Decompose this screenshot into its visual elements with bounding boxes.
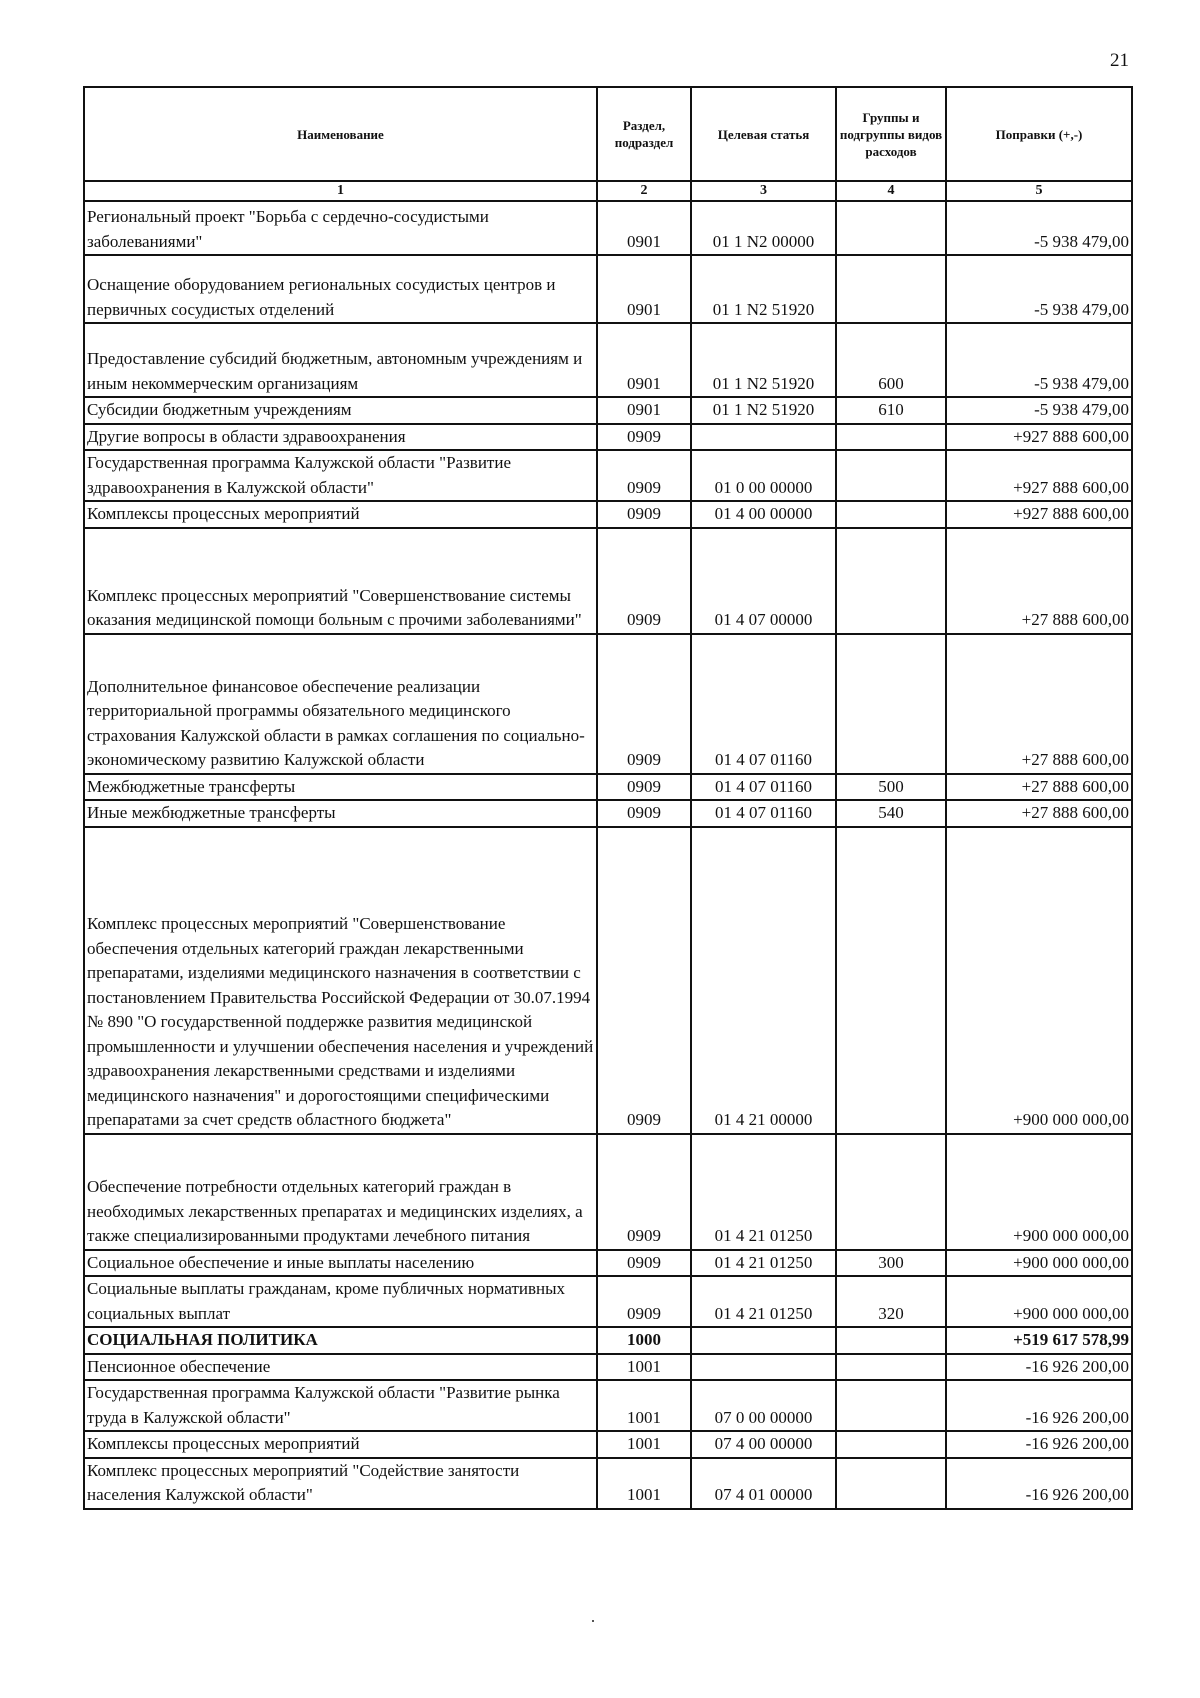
row-name: Социальные выплаты гражданам, кроме публичных нормативных социальных выплат [84,1276,597,1327]
row-section: 0901 [597,255,691,323]
header-target: Целевая статья [691,87,836,181]
row-group [836,1380,946,1431]
table-row [84,1354,1132,1381]
table-row [84,800,1132,827]
row-target: 01 1 N2 00000 [691,201,836,255]
row-target: 01 1 N2 51920 [691,255,836,323]
row-target [691,424,836,451]
row-amount: +27 888 600,00 [946,634,1132,774]
row-name: Комплекс процессных мероприятий "Совершенствование обеспечения отдельных категорий граждан лекарственными препаратами, изделиями медицинского назначения в соответствии с постановлением Правительства Российской Федерации от 30.07.1994 № 890 "О государственной поддержке развития медицинской промышленности и улучшении обеспечения населения и учреждений здравоохранения лекарственными средствами и изделиями медицинского назначения" и дорогостоящими специфическими препаратами за счет средств областного бюджета" [84,827,597,1134]
row-group [836,501,946,528]
row-amount: +927 888 600,00 [946,424,1132,451]
row-group [836,634,946,774]
table-row [84,1250,1132,1277]
row-name: Региональный проект "Борьба с сердечно-сосудистыми заболеваниями" [84,201,597,255]
table-row [84,424,1132,451]
page-number: 21 [1110,50,1129,71]
table-row [84,255,1132,323]
row-target: 01 4 21 00000 [691,827,836,1134]
row-group [836,827,946,1134]
row-name: Пенсионное обеспечение [84,1354,597,1381]
row-target: 01 4 21 01250 [691,1134,836,1250]
row-group [836,201,946,255]
table-row [84,774,1132,801]
row-group [836,528,946,634]
row-name: Комплексы процессных мероприятий [84,1431,597,1458]
column-numbers-row [84,181,1132,201]
row-group: 300 [836,1250,946,1277]
table-row [84,1458,1132,1509]
row-section: 0909 [597,800,691,827]
table-row [84,323,1132,397]
column-number: 4 [836,181,946,201]
row-amount: +27 888 600,00 [946,800,1132,827]
row-amount: -16 926 200,00 [946,1458,1132,1509]
row-target: 01 4 21 01250 [691,1250,836,1277]
table-row [84,1431,1132,1458]
row-group [836,1431,946,1458]
row-target: 01 4 07 00000 [691,528,836,634]
row-section: 0909 [597,528,691,634]
row-amount: -5 938 479,00 [946,201,1132,255]
row-target: 01 4 00 00000 [691,501,836,528]
row-name: Иные межбюджетные трансферты [84,800,597,827]
row-amount: +27 888 600,00 [946,528,1132,634]
row-target [691,1327,836,1354]
row-target: 01 4 07 01160 [691,634,836,774]
table-row [84,501,1132,528]
row-section: 1001 [597,1431,691,1458]
column-number: 5 [946,181,1132,201]
row-name: Оснащение оборудованием региональных сосудистых центров и первичных сосудистых отделений [84,255,597,323]
row-group [836,1134,946,1250]
row-name: Комплекс процессных мероприятий "Совершенствование системы оказания медицинской помощи больным с прочими заболеваниями" [84,528,597,634]
table-row [84,450,1132,501]
row-amount: +900 000 000,00 [946,1276,1132,1327]
row-amount: +27 888 600,00 [946,774,1132,801]
table-header-row [84,87,1132,181]
row-target: 07 4 00 00000 [691,1431,836,1458]
row-section: 0909 [597,1134,691,1250]
row-name: Государственная программа Калужской области "Развитие рынка труда в Калужской области" [84,1380,597,1431]
row-group: 500 [836,774,946,801]
row-target [691,1354,836,1381]
row-amount: -5 938 479,00 [946,397,1132,424]
row-section: 1001 [597,1354,691,1381]
header-groups: Группы и подгруппы видов расходов [836,87,946,181]
row-group [836,1458,946,1509]
row-amount: -16 926 200,00 [946,1354,1132,1381]
table-row [84,1276,1132,1327]
table-row [84,1134,1132,1250]
row-name: Межбюджетные трансферты [84,774,597,801]
row-target: 01 1 N2 51920 [691,323,836,397]
row-section: 0901 [597,201,691,255]
row-group [836,255,946,323]
row-section: 1001 [597,1380,691,1431]
row-target: 01 4 21 01250 [691,1276,836,1327]
row-name: Предоставление субсидий бюджетным, автономным учреждениям и иным некоммерческим организациям [84,323,597,397]
column-number: 3 [691,181,836,201]
table-row [84,634,1132,774]
row-group [836,450,946,501]
row-target: 01 0 00 00000 [691,450,836,501]
row-section: 0909 [597,774,691,801]
row-amount: +900 000 000,00 [946,1134,1132,1250]
header-section: Раздел, подраздел [597,87,691,181]
row-amount: -5 938 479,00 [946,323,1132,397]
row-amount: -16 926 200,00 [946,1431,1132,1458]
table-row [84,201,1132,255]
row-name: Другие вопросы в области здравоохранения [84,424,597,451]
row-name: Комплекс процессных мероприятий "Содействие занятости населения Калужской области" [84,1458,597,1509]
row-group: 540 [836,800,946,827]
row-amount: +900 000 000,00 [946,1250,1132,1277]
row-section: 0901 [597,323,691,397]
budget-amendments-table [83,86,1133,1510]
row-group [836,424,946,451]
row-section: 1000 [597,1327,691,1354]
row-amount: +927 888 600,00 [946,501,1132,528]
row-amount: +927 888 600,00 [946,450,1132,501]
row-name: Субсидии бюджетным учреждениям [84,397,597,424]
row-name: СОЦИАЛЬНАЯ ПОЛИТИКА [84,1327,597,1354]
table-row [84,1327,1132,1354]
table-row [84,528,1132,634]
column-number: 2 [597,181,691,201]
row-name: Социальное обеспечение и иные выплаты населению [84,1250,597,1277]
header-name: Наименование [84,87,597,181]
row-section: 0909 [597,1250,691,1277]
row-section: 0909 [597,1276,691,1327]
row-amount: +519 617 578,99 [946,1327,1132,1354]
row-group: 610 [836,397,946,424]
row-target: 07 0 00 00000 [691,1380,836,1431]
row-amount: +900 000 000,00 [946,827,1132,1134]
row-name: Обеспечение потребности отдельных категорий граждан в необходимых лекарственных препаратах и медицинских изделиях, а также специализированными продуктами лечебного питания [84,1134,597,1250]
row-name: Государственная программа Калужской области "Развитие здравоохранения в Калужской области" [84,450,597,501]
column-number: 1 [84,181,597,201]
scan-speck [592,1620,594,1622]
row-group [836,1354,946,1381]
row-group [836,1327,946,1354]
row-section: 0909 [597,501,691,528]
row-amount: -16 926 200,00 [946,1380,1132,1431]
row-section: 0909 [597,827,691,1134]
row-amount: -5 938 479,00 [946,255,1132,323]
table-row [84,827,1132,1134]
row-group: 600 [836,323,946,397]
row-target: 01 4 07 01160 [691,800,836,827]
row-section: 0901 [597,397,691,424]
row-section: 0909 [597,450,691,501]
row-name: Комплексы процессных мероприятий [84,501,597,528]
row-section: 1001 [597,1458,691,1509]
header-amendment: Поправки (+,-) [946,87,1132,181]
row-section: 0909 [597,424,691,451]
table-row [84,1380,1132,1431]
row-target: 07 4 01 00000 [691,1458,836,1509]
row-target: 01 1 N2 51920 [691,397,836,424]
row-name: Дополнительное финансовое обеспечение реализации территориальной программы обязательного медицинского страхования Калужской области в рамках соглашения по социально-экономическому развитию Калужской области [84,634,597,774]
row-group: 320 [836,1276,946,1327]
table-row [84,397,1132,424]
row-target: 01 4 07 01160 [691,774,836,801]
row-section: 0909 [597,634,691,774]
